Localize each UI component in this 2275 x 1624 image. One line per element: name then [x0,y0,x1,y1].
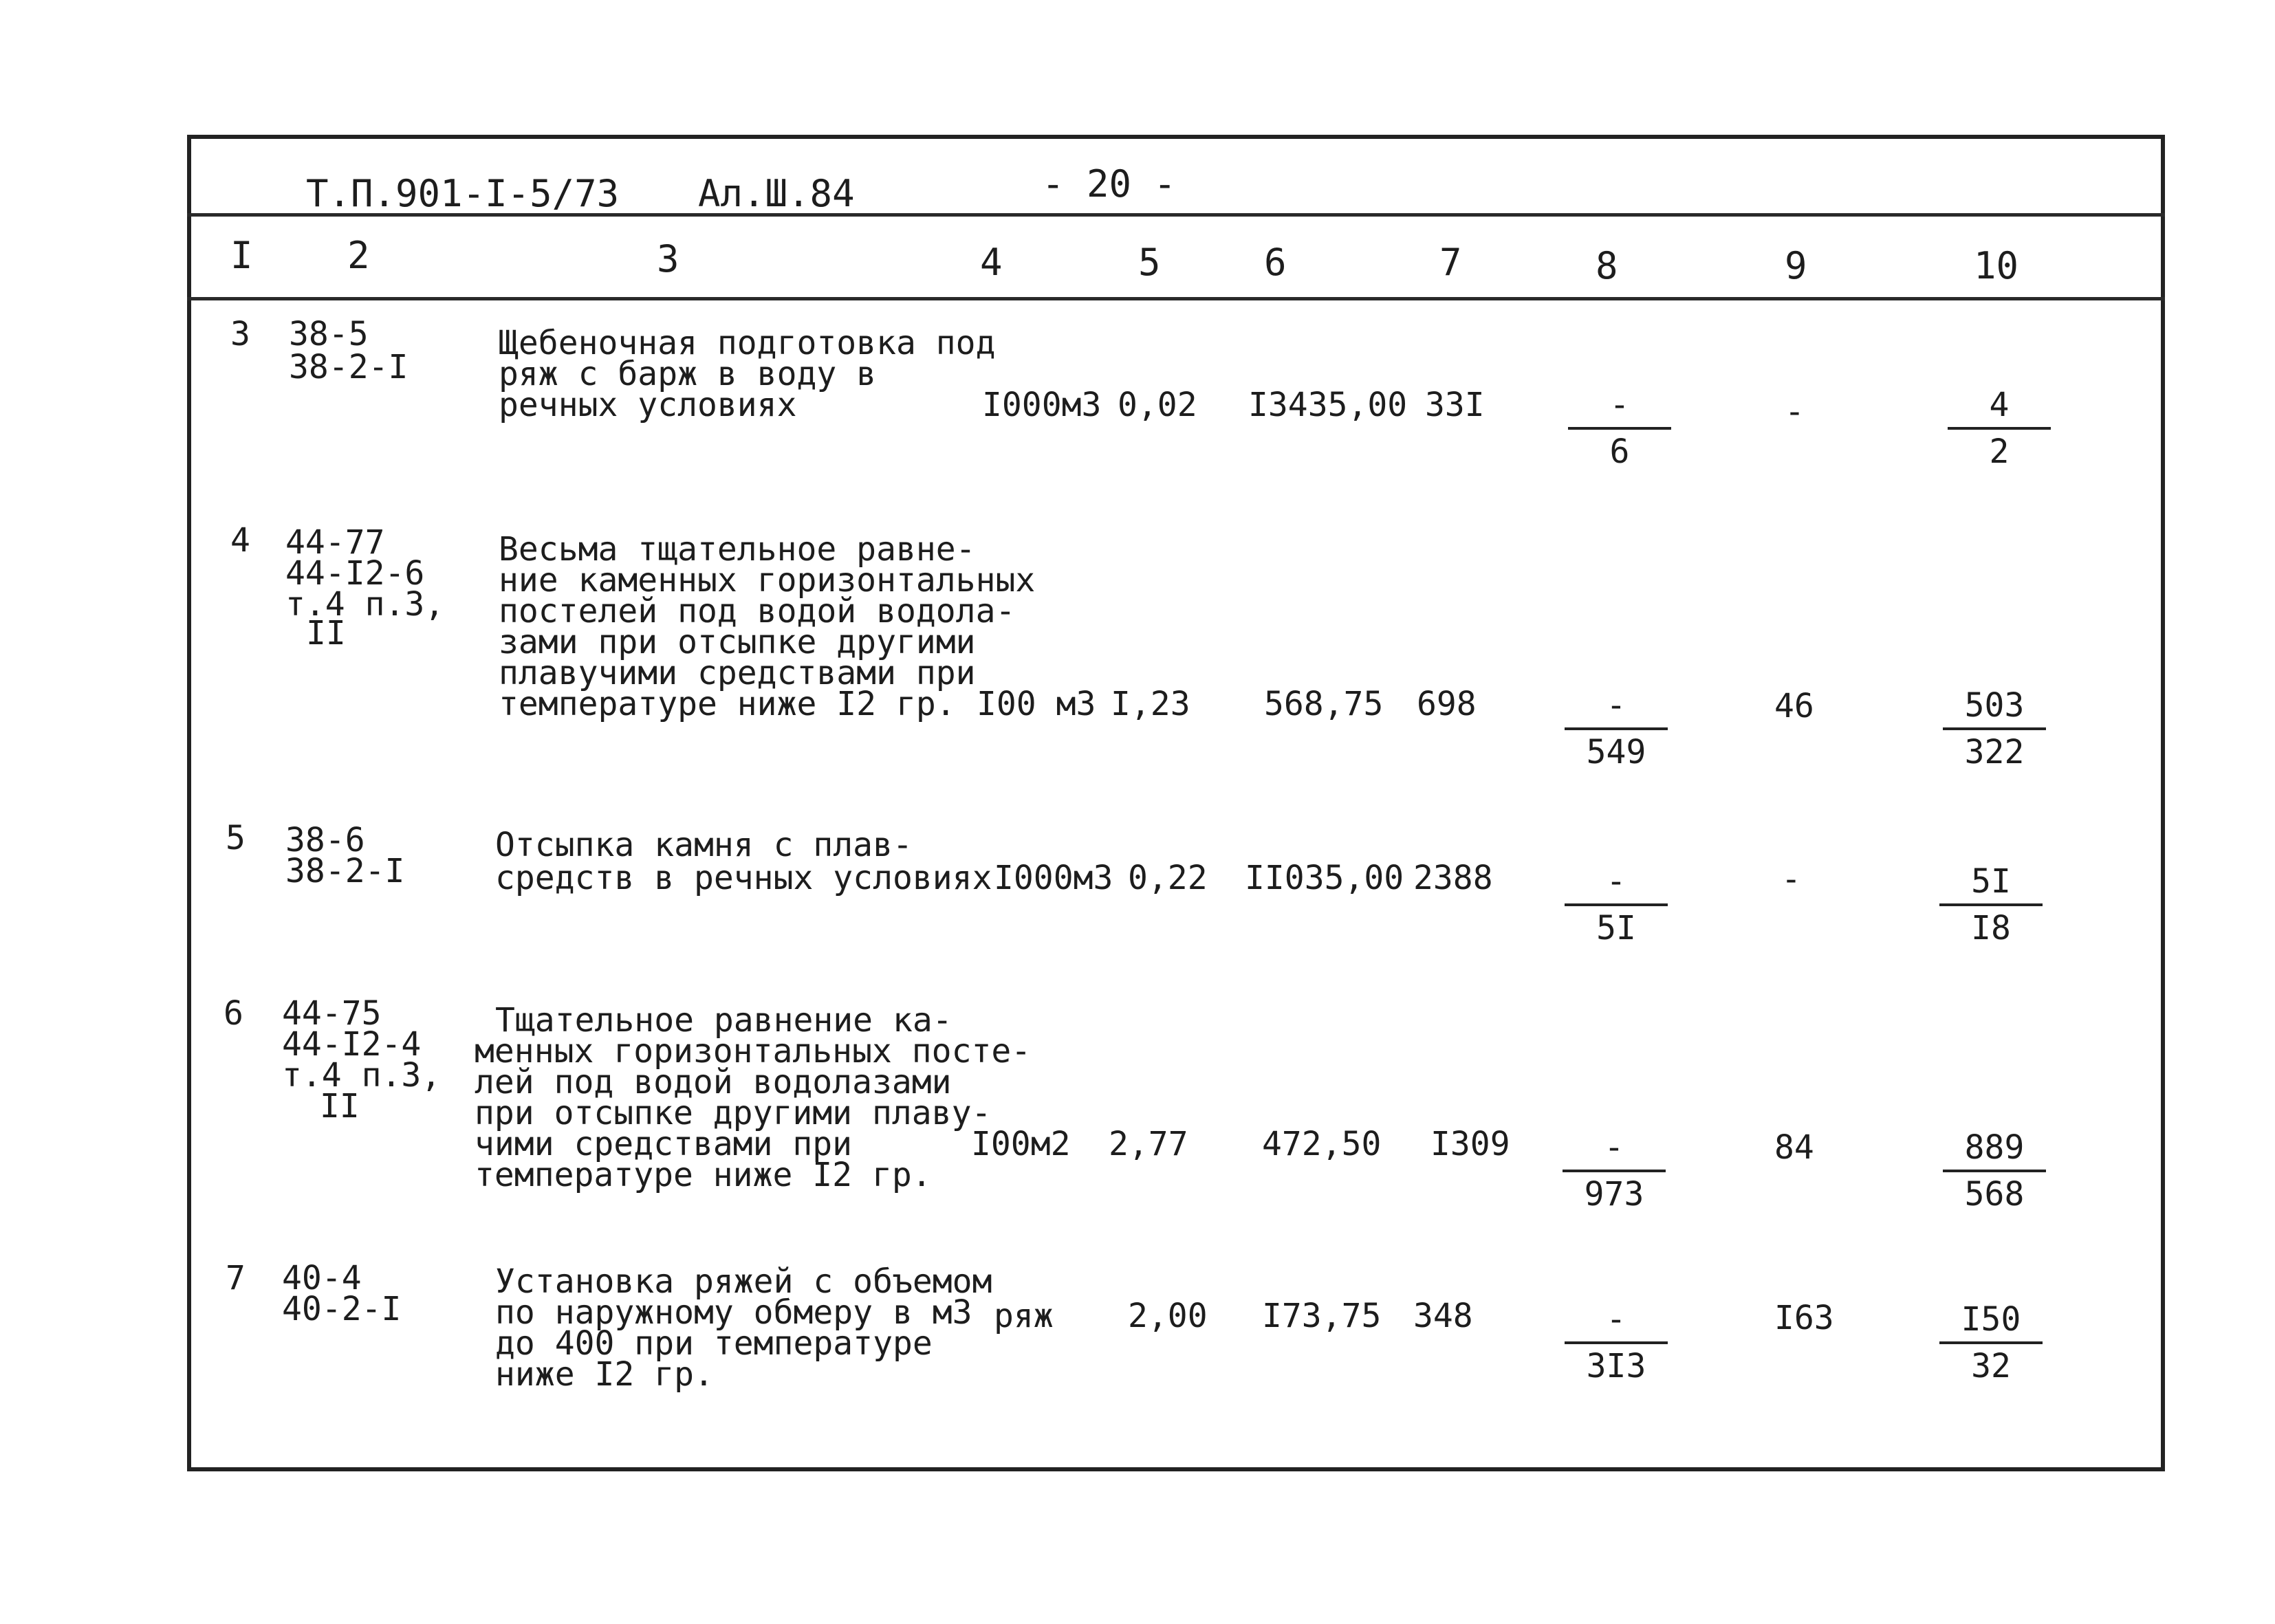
col8-bottom: 973 [1584,1175,1644,1214]
col8-top: - [1606,686,1626,725]
col10-top: I50 [1961,1300,2021,1339]
norm-code: II [320,1087,360,1126]
col9-value: - [1781,860,1801,899]
unit-price: 472,50 [1262,1125,1382,1163]
col-num-7: 7 [1439,241,1462,284]
norm-code: 44-I2-4 [282,1025,422,1064]
work-description-line: зами при отсыпке другими [499,623,976,661]
norm-code: II [306,614,346,652]
col8-top: - [1609,386,1630,424]
work-description-line: ниже I2 гр. [495,1355,714,1394]
quantity: 2,00 [1128,1297,1208,1335]
col10-bottom: I8 [1971,909,2011,947]
work-description-line: речных условиях [499,386,797,424]
work-description-line: плавучими средствами при [499,654,976,692]
col-num-1: I [230,234,253,277]
total-cost: I309 [1430,1125,1510,1163]
unit: I000м3 [994,859,1113,897]
norm-code: т.4 п.3, [285,585,445,624]
col-num-5: 5 [1138,241,1161,284]
col10-bottom: 568 [1964,1175,2025,1214]
unit-price: II035,00 [1245,859,1404,897]
col8-top: - [1604,1128,1624,1167]
norm-code: 38-5 [289,315,369,353]
work-description-line: до 400 при температуре [495,1324,933,1363]
col8-fraction [1556,1128,1673,1214]
col10-fraction [1936,686,2053,771]
work-description-line: Весьма тщательное равне- [499,530,976,569]
col-num-9: 9 [1785,244,1807,287]
work-description-line: постелей под водой водола- [499,592,1016,630]
work-description-line: Отсыпка камня с плав- [495,826,913,864]
col-num-3: 3 [657,237,679,281]
row-number: 4 [230,521,250,560]
col-num-2: 2 [347,234,370,277]
norm-code: 44-75 [282,994,382,1033]
col9-value: 84 [1774,1128,1814,1167]
quantity: 0,02 [1118,386,1197,424]
col-num-8: 8 [1596,244,1618,287]
col10-bottom: 32 [1971,1347,2011,1385]
work-description-line: средств в речных условиях [495,859,992,897]
work-description-line: ние каменных горизонтальных [499,561,1036,600]
norm-code: 44-I2-6 [285,554,425,593]
unit-price: I73,75 [1262,1297,1382,1335]
col10-fraction [1936,1128,2053,1214]
album-ref: Ал.Ш.84 [698,172,855,215]
col8-bottom: 3I3 [1586,1347,1646,1385]
col8-bottom: 5I [1596,909,1636,947]
doc-code: Т.П.901-I-5/73 [306,172,620,215]
row-number: 7 [226,1259,246,1297]
col8-top: - [1606,1300,1626,1339]
col9-value: - [1785,393,1805,431]
work-description-line: Тщательное равнение ка- [495,1001,953,1040]
work-description-line: по наружному обмеру в м3 [495,1293,972,1332]
norm-code: 38-2-I [289,348,409,386]
total-cost: 348 [1413,1297,1473,1335]
col8-top: - [1606,862,1626,901]
col10-fraction [1933,1300,2049,1385]
col-num-10: 10 [1974,244,2019,287]
quantity: 0,22 [1128,859,1208,897]
column-numbers-rule [187,297,2165,300]
row-number: 3 [230,315,250,353]
table-frame [187,135,2165,1471]
col10-fraction [1941,386,2058,471]
unit-price: 568,75 [1264,685,1384,723]
work-description-line: при отсыпке другими плаву- [475,1094,992,1132]
norm-code: 40-2-I [282,1290,402,1328]
unit: ряж [994,1297,1054,1335]
page-number: - 20 - [1042,162,1177,206]
work-description-line: Щебеночная подготовка под [499,324,996,362]
quantity: 2,77 [1109,1125,1188,1163]
col10-bottom: 2 [1989,432,2010,471]
work-description-line: Установка ряжей с объемом [495,1262,992,1301]
col8-fraction [1561,386,1678,471]
work-description-line: лей под водой водолазами [475,1063,952,1101]
col10-top: 5I [1971,862,2011,901]
unit: I000м3 [982,386,1102,424]
col9-value: 46 [1774,687,1814,725]
work-description-line: чими средствами при [475,1125,853,1163]
unit: I00м2 [971,1125,1071,1163]
work-description-line: температуре ниже I2 гр. [475,1156,932,1194]
norm-code: 40-4 [282,1259,362,1297]
norm-code: т.4 п.3, [282,1056,442,1095]
col-num-4: 4 [980,241,1003,284]
col10-fraction [1933,862,2049,947]
work-description-line: менных горизонтальных посте- [475,1032,1032,1071]
col8-fraction [1558,1300,1675,1385]
unit: I00 м3 [977,685,1096,723]
row-number: 6 [224,994,243,1033]
work-description-line: ряж с барж в воду в [499,355,877,393]
norm-code: 38-2-I [285,852,405,890]
col8-bottom: 549 [1586,733,1646,771]
norm-code: 44-77 [285,523,385,562]
total-cost: 698 [1417,685,1477,723]
col10-top: 4 [1989,386,2010,424]
quantity: I,23 [1111,685,1190,723]
unit-price: I3435,00 [1248,386,1408,424]
row-number: 5 [226,819,246,857]
col8-fraction [1558,686,1675,771]
col10-top: 889 [1964,1128,2025,1167]
col10-bottom: 322 [1964,733,2025,771]
col9-value: I63 [1774,1299,1834,1337]
total-cost: 2388 [1413,859,1493,897]
col-num-6: 6 [1264,241,1287,284]
norm-code: 38-6 [285,821,365,859]
col10-top: 503 [1964,686,2025,725]
col8-bottom: 6 [1609,432,1630,471]
work-description-line: температуре ниже I2 гр. [499,685,956,723]
total-cost: 33I [1425,386,1485,424]
col8-fraction [1558,862,1675,947]
